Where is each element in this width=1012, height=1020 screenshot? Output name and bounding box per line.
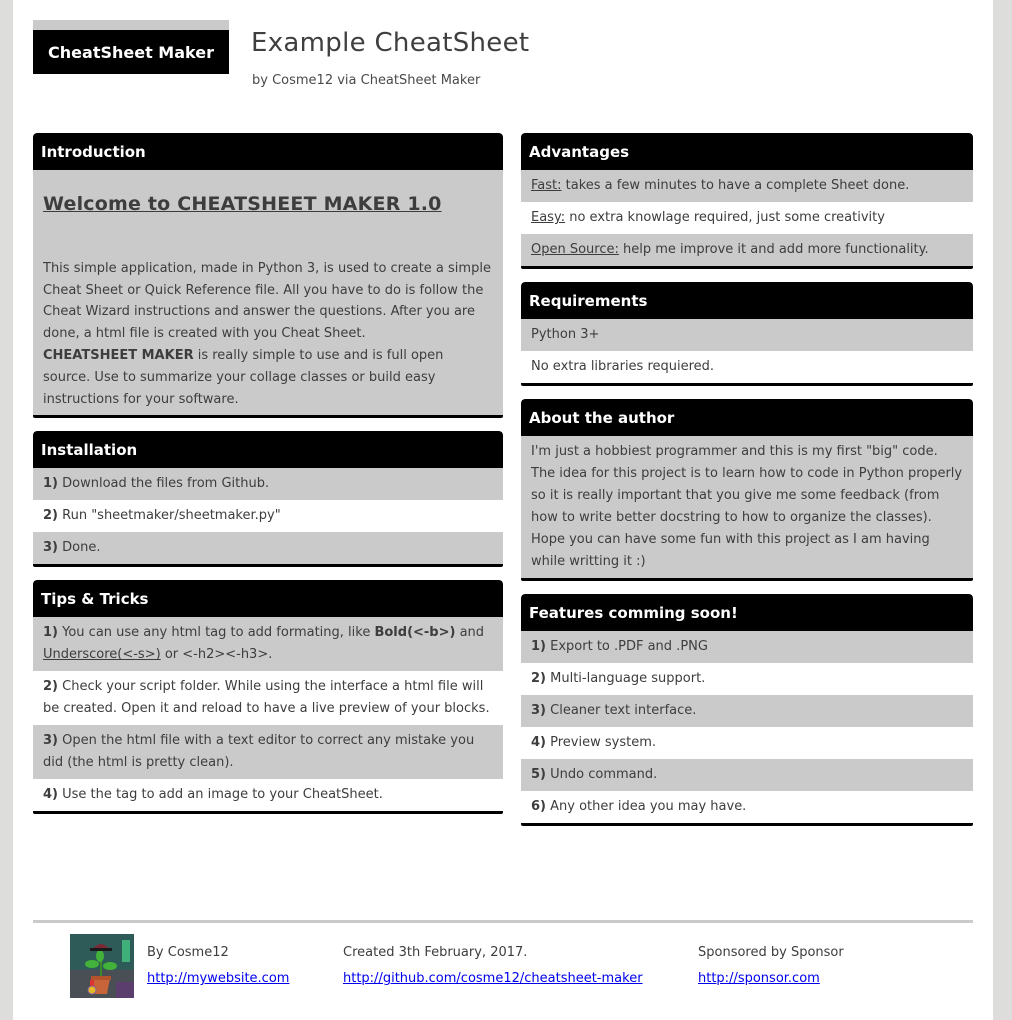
footer-author-label: By Cosme12 <box>147 945 229 960</box>
section-header: Requirements <box>521 282 973 319</box>
left-column <box>33 133 503 827</box>
section-installation <box>33 431 503 567</box>
list-item: 2) Run "sheetmaker/sheetmaker.py" <box>33 500 503 532</box>
list-item: 4) Preview system. <box>521 727 973 759</box>
section-header: Introduction <box>33 133 503 170</box>
section-advantages <box>521 133 973 269</box>
section-author <box>521 399 973 581</box>
section-header: About the author <box>521 399 973 436</box>
list-item: 2) Check your script folder. While using the interface a html file will be created. Open it and reload to have a live preview of your blocks. <box>33 671 503 725</box>
list-item: 1) Export to .PDF and .PNG <box>521 631 973 663</box>
footer-created <box>343 944 643 988</box>
page <box>13 0 993 1020</box>
section-header: Tips & Tricks <box>33 580 503 617</box>
list-item: 6) Any other idea you may have. <box>521 791 973 823</box>
section-tips <box>33 580 503 814</box>
intro-bold-name: CHEATSHEET MAKER <box>43 347 194 363</box>
avatar-icon <box>70 934 134 998</box>
page-subtitle: by Cosme12 via CheatSheet Maker <box>252 73 481 88</box>
intro-paragraph: This simple application, made in Python 3, is used to create a simple Cheat Sheet or Quick Reference file. All you have to do is follow the Cheat Wizard instructions and answer the questions. After you are done, a html file is created with you Cheat Sheet. <box>43 260 491 342</box>
section-features <box>521 594 973 826</box>
section-header: Advantages <box>521 133 973 170</box>
footer-sponsor <box>698 944 844 988</box>
section-introduction <box>33 133 503 418</box>
list-item: 5) Undo command. <box>521 759 973 791</box>
list-item: 4) Use the tag to add an image to your CheatSheet. <box>33 779 503 811</box>
section-requirements <box>521 282 973 386</box>
github-repo-link[interactable]: http://github.com/cosme12/cheatsheet-maker <box>343 971 643 986</box>
footer-created-label: Created 3th February, 2017. <box>343 945 528 960</box>
list-item: Open Source: help me improve it and add more functionality. <box>521 234 973 266</box>
sponsor-link[interactable]: http://sponsor.com <box>698 971 820 986</box>
logo-label: CheatSheet Maker <box>48 42 214 62</box>
list-item: 1) Download the files from Github. <box>33 468 503 500</box>
list-item: Python 3+ <box>521 319 973 351</box>
list-item: 2) Multi-language support. <box>521 663 973 695</box>
intro-body <box>33 170 503 415</box>
page-title: Example CheatSheet <box>251 28 530 58</box>
list-item: No extra libraries requiered. <box>521 351 973 383</box>
list-item: Fast: takes a few minutes to have a complete Sheet done. <box>521 170 973 202</box>
list-item: 3) Done. <box>33 532 503 564</box>
author-text: I'm just a hobbiest programmer and this is my first "big" code. The idea for this project is to learn how to code in Python properly so it is really important that you give me some feedback (from how to write better docstring to how to organize the classes). Hope you can have some fun with this project as I am having while writting it :) <box>521 436 973 578</box>
footer-sponsor-label: Sponsored by Sponsor <box>698 945 844 960</box>
intro-paragraph-2: CHEATSHEET MAKER is really simple to use and is full open source. Use to summarize your collage classes or build easy instructions for your software. <box>43 347 444 407</box>
intro-heading: Welcome to CHEATSHEET MAKER 1.0 <box>43 193 442 215</box>
author-website-link[interactable]: http://mywebsite.com <box>147 971 290 986</box>
logo <box>33 20 229 74</box>
footer-divider <box>33 920 973 923</box>
right-column <box>521 133 973 839</box>
list-item: 1) You can use any html tag to add formating, like Bold(<-b>) and Underscore(<-s>) or <-h2><-h3>. <box>33 617 503 671</box>
list-item: 3) Open the html file with a text editor to correct any mistake you did (the html is pretty clean). <box>33 725 503 779</box>
list-item: Easy: no extra knowlage required, just some creativity <box>521 202 973 234</box>
section-header: Installation <box>33 431 503 468</box>
list-item: 3) Cleaner text interface. <box>521 695 973 727</box>
section-header: Features comming soon! <box>521 594 973 631</box>
footer-author <box>147 944 289 988</box>
